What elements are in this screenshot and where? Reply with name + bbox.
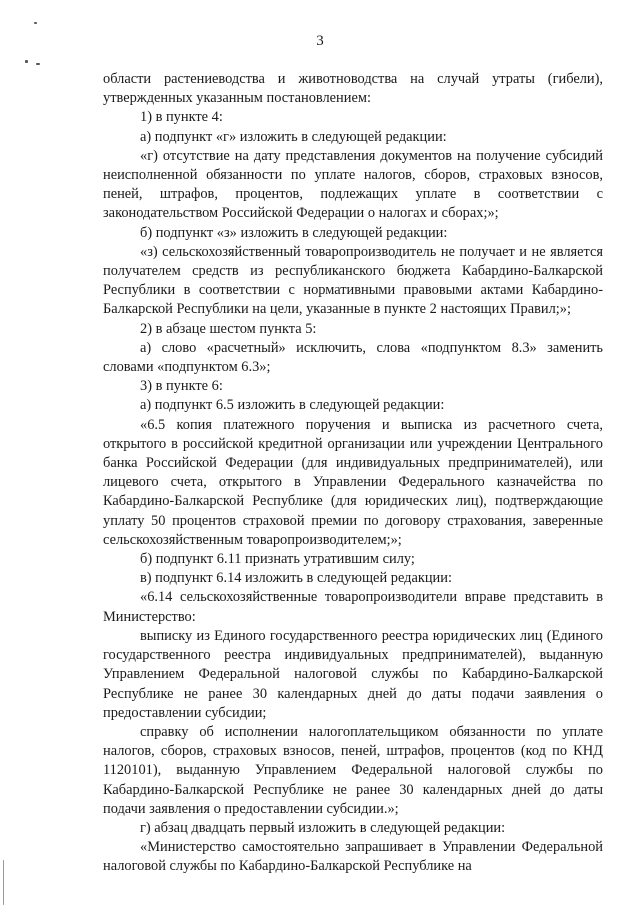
paragraph: а) подпункт «г» изложить в следующей редакции: [140,128,447,145]
paragraph: «Министерство самостоятельно запрашивает в Управлении Федеральной налоговой службы по Кабардино-Балкарской Республике на [103,839,603,875]
document-body [103,70,603,877]
paragraph: «з) сельскохозяйственный товаропроизводитель не получает и не является получателем средств из республиканского бюджета Кабардино-Балкарской Республики в соответствии с нормативными правовыми актами Кабардино-Балкарской Республики на цели, указанные в пункте 2 настоящих Правил;»; [103,243,603,318]
paragraph: «6.14 сельскохозяйственные товаропроизводители вправе представить в Министерство: [103,589,603,625]
scan-edge-line [3,860,4,905]
paragraph: справку об исполнении налогоплательщиком обязанности по уплате налогов, сборов, страховых взносов, пеней, штрафов, процентов (код по КНД 1120101), выданную Управлением Федеральной налоговой службы по Кабардино-Балкарской Республике не ранее 30 календарных дней до даты подачи заявления о предоставлении субсидии.»; [103,723,603,817]
paragraph: «6.5 копия платежного поручения и выписка из расчетного счета, открытого в российской кредитной организации или учреждении Центрального банка Российской Федерации (для индивидуальных предпринимателей), или лицевого счета, открытого в Управлении Федерального казначейства по Кабардино-Балкарской Республике (для юридических лиц), подтверждающие уплату 50 процентов страховой премии по договору страхования, заверенные сельскохозяйственным товаропроизводителем;»; [103,416,603,548]
paragraph: выписку из Единого государственного реестра юридических лиц (Единого государственного реестра индивидуальных предпринимателей), выданную Управлением Федеральной налоговой службы по Кабардино-Балкарской Республике не ранее 30 календарных дней до даты подачи заявления о предоставлении субсидии; [103,627,603,721]
scan-speck [25,60,28,63]
page-number: 3 [316,33,324,49]
paragraph: 1) в пункте 4: [140,109,223,126]
paragraph: в) подпункт 6.14 изложить в следующей редакции: [140,570,452,587]
paragraph: б) подпункт «з» изложить в следующей редакции: [140,224,448,241]
paragraph: г) абзац двадцать первый изложить в следующей редакции: [140,819,506,836]
paragraph: а) подпункт 6.5 изложить в следующей редакции: [140,397,445,414]
paragraph: 3) в пункте 6: [140,378,223,395]
paragraph: области растениеводства и животноводства на случай утраты (гибели), утвержденных указанным постановлением: [103,71,603,107]
scan-speck [34,22,37,24]
paragraph: «г) отсутствие на дату представления документов на получение субсидий неисполненной обязанности по уплате налогов, сборов, страховых взносов, пеней, штрафов, процентов, подлежащих уплате в соответствии с законодательством Российской Федерации о налогах и сборах;»; [103,147,603,222]
paragraph: 2) в абзаце шестом пункта 5: [140,320,317,337]
paragraph: б) подпункт 6.11 признать утратившим силу; [140,551,415,568]
paragraph: а) слово «расчетный» исключить, слова «подпунктом 8.3» заменить словами «подпунктом 6.3»; [103,339,603,376]
scan-speck [36,63,40,65]
